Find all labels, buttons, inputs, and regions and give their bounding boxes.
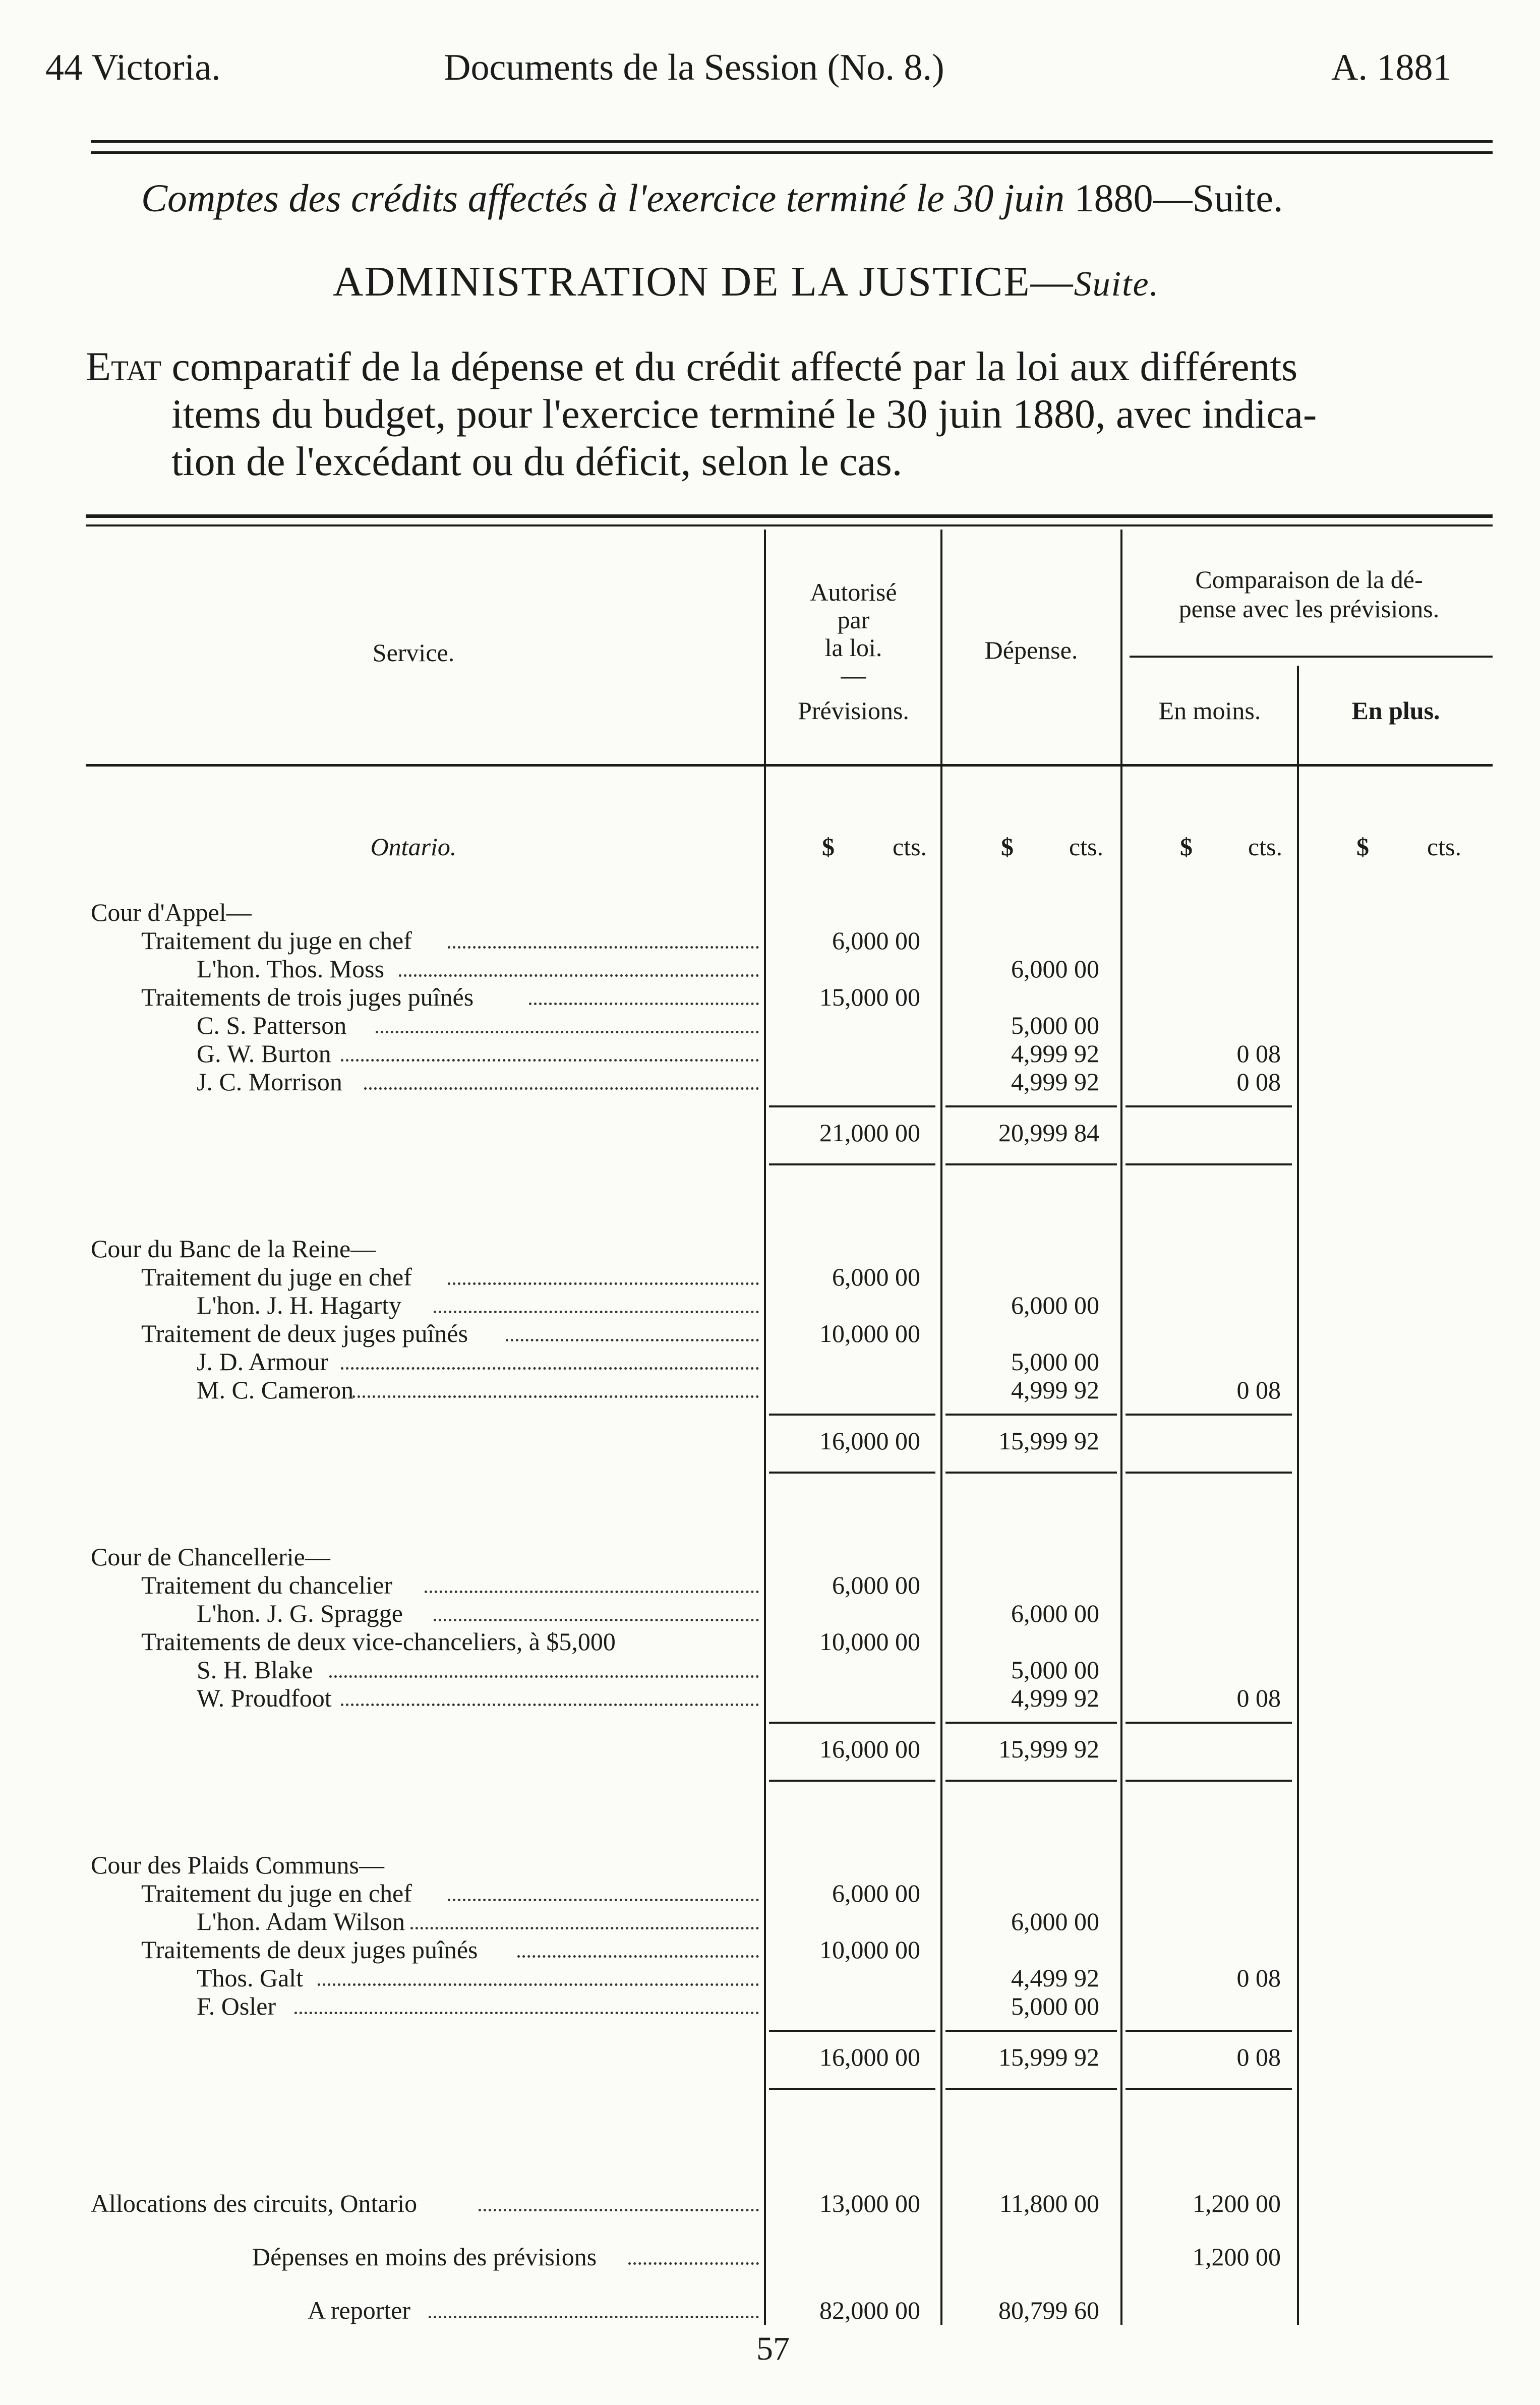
cell-autorise: 13,000 00 (819, 2189, 920, 2217)
header-dash: — (841, 661, 866, 689)
total-auth: 16,000 00 (819, 1427, 920, 1455)
row-label: Traitement du chancelier (141, 1571, 392, 1599)
cell-autorise: 10,000 00 (819, 1935, 920, 1964)
leader-dots (341, 1704, 759, 1706)
total-rule-moins (1126, 2030, 1292, 2032)
row-label: G. W. Burton (197, 1039, 331, 1068)
total-bottom-rule-dep (945, 1163, 1117, 1165)
row-label: Cour de Chancellerie— (91, 1543, 330, 1571)
cell-en-moins: 1,200 00 (1193, 2189, 1281, 2217)
cell-autorise: 82,000 00 (819, 2296, 920, 2324)
leader-dots (294, 2012, 759, 2014)
row-label: M. C. Cameron (197, 1376, 354, 1404)
total-rule-dep (945, 1722, 1117, 1724)
header-en-plus: En plus. (1351, 696, 1440, 725)
cell-en-moins: 0 08 (1236, 1964, 1281, 1992)
header-service: Service. (372, 638, 455, 667)
row-label: A reporter (308, 2296, 411, 2324)
cell-depense: 6,000 00 (1011, 1907, 1099, 1935)
total-bottom-rule-moins (1126, 1472, 1292, 1474)
header-left: 44 Victoria. (45, 47, 221, 88)
unit-cts-dep: cts. (1069, 833, 1104, 861)
header-rule-1 (91, 140, 1493, 143)
leader-dots (448, 1282, 759, 1285)
leader-dots (529, 1003, 759, 1005)
unit-cts-auth: cts. (893, 833, 927, 861)
total-rule-dep (945, 1414, 1117, 1416)
cell-autorise: 6,000 00 (832, 1571, 920, 1599)
cell-en-moins: 0 08 (1236, 1684, 1281, 1712)
leader-dots (425, 1591, 759, 1593)
cell-depense: 6,000 00 (1011, 955, 1099, 983)
row-label: S. H. Blake (197, 1656, 313, 1684)
total-bottom-rule-dep (945, 1472, 1117, 1474)
cell-depense: 5,000 00 (1011, 1011, 1099, 1039)
header-en-moins: En moins. (1158, 696, 1261, 725)
total-bottom-rule-moins (1126, 2088, 1292, 2090)
row-label: L'hon. Thos. Moss (197, 955, 385, 983)
total-rule-moins (1126, 1722, 1292, 1724)
cell-depense: 4,999 92 (1011, 1684, 1099, 1712)
section-title-italic: Suite. (1074, 265, 1160, 304)
table-top-rule-2 (86, 524, 1493, 526)
leader-dots (628, 2262, 759, 2265)
col-divider-1 (764, 530, 766, 2325)
cell-en-moins: 0 08 (1236, 1068, 1281, 1096)
cell-depense: 5,000 00 (1011, 1992, 1099, 2020)
leader-dots (517, 1955, 759, 1958)
cell-autorise: 6,000 00 (832, 1879, 920, 1907)
comparaison-underline (1130, 656, 1493, 658)
header-previsions: Prévisions. (798, 696, 909, 725)
header-comparaison-1: Comparaison de la dé- (1195, 565, 1423, 594)
total-rule-dep (945, 2030, 1117, 2032)
total-dep: 15,999 92 (998, 1427, 1099, 1455)
leader-dots (448, 946, 759, 949)
total-rule-moins (1126, 1414, 1292, 1416)
total-rule-moins (1126, 1105, 1292, 1107)
row-label: Cour d'Appel— (91, 898, 252, 926)
header-autorise-3: la loi. (824, 633, 882, 662)
row-label: Traitement du juge en chef (141, 1879, 412, 1907)
subtitle-italic: Comptes des crédits affectés à l'exercice terminé le 30 juin (141, 176, 1065, 220)
row-label: Traitement du juge en chef (141, 1263, 412, 1291)
row-label: L'hon. J. G. Spragge (197, 1599, 403, 1627)
leader-dots (376, 1031, 759, 1033)
total-dep: 15,999 92 (998, 1735, 1099, 1763)
row-label: Allocations des circuits, Ontario (91, 2189, 418, 2217)
row-label: Traitements de trois juges puînés (141, 983, 474, 1011)
subtitle-rest: 1880—Suite. (1074, 176, 1283, 220)
intro-line-1 (86, 343, 1317, 390)
leader-dots (341, 1059, 759, 1062)
total-rule-auth (769, 2030, 935, 2032)
leader-dots (448, 1899, 759, 1901)
cell-en-moins: 0 08 (1236, 1039, 1281, 1068)
intro-line-2: items du budget, pour l'exercice terminé le 30 juin 1880, avec indica- (171, 391, 1317, 437)
cell-en-moins: 0 08 (1236, 1376, 1281, 1404)
cell-autorise: 6,000 00 (832, 1263, 920, 1291)
province-label: Ontario. (370, 833, 457, 861)
leader-dots (329, 1675, 759, 1678)
unit-cts-moins: cts. (1248, 833, 1283, 861)
total-rule-auth (769, 1414, 935, 1416)
leader-dots (434, 1619, 759, 1621)
leader-dots (429, 2316, 759, 2318)
section-title (333, 257, 1159, 306)
unit-dollar-moins: $ (1180, 833, 1193, 861)
section-title-main: ADMINISTRATION DE LA JUSTICE— (333, 258, 1074, 305)
header-depense: Dépense. (984, 636, 1078, 664)
row-label: Traitements de deux vice-chanceliers, à $5,000 (141, 1627, 616, 1656)
cell-autorise: 6,000 00 (832, 926, 920, 955)
leader-dots (352, 1395, 759, 1398)
cell-depense: 4,999 92 (1011, 1039, 1099, 1068)
total-bottom-rule-moins (1126, 1163, 1292, 1165)
cell-depense: 4,999 92 (1011, 1376, 1099, 1404)
subtitle (141, 175, 1283, 221)
header-right: A. 1881 (1331, 47, 1452, 88)
cell-en-moins: 1,200 00 (1193, 2243, 1281, 2271)
page-number: 57 (756, 2330, 790, 2367)
row-label: L'hon. J. H. Hagarty (197, 1291, 402, 1319)
total-bottom-rule-auth (769, 1780, 935, 1782)
leader-dots (410, 1927, 759, 1929)
row-label: Thos. Galt (197, 1964, 304, 1992)
cell-depense: 11,800 00 (999, 2189, 1099, 2217)
header-comparaison-2: pense avec les prévisions. (1178, 595, 1440, 623)
header-rule-2 (91, 151, 1493, 154)
row-label: W. Proudfoot (197, 1684, 332, 1712)
header-center: Documents de la Session (No. 8.) (444, 47, 944, 88)
total-bottom-rule-auth (769, 2088, 935, 2090)
total-auth: 21,000 00 (819, 1119, 920, 1147)
intro-line-1-text: comparatif de la dépense et du crédit affecté par la loi aux différents (171, 343, 1298, 389)
cell-autorise: 15,000 00 (819, 983, 920, 1011)
row-label: Traitements de deux juges puînés (141, 1935, 478, 1964)
unit-cts-plus: cts. (1427, 833, 1462, 861)
total-dep: 15,999 92 (998, 2043, 1099, 2071)
col-divider-3 (1120, 530, 1122, 2325)
cell-depense: 6,000 00 (1011, 1599, 1099, 1627)
header-autorise-2: par (837, 606, 870, 634)
row-label: Cour des Plaids Communs— (91, 1851, 384, 1879)
header-autorise-1: Autorisé (810, 578, 897, 606)
leader-dots (364, 1087, 759, 1090)
total-bottom-rule-dep (945, 2088, 1117, 2090)
total-auth: 16,000 00 (819, 1735, 920, 1763)
intro-line-3: tion de l'excédant ou du déficit, selon le cas. (171, 438, 903, 484)
cell-depense: 6,000 00 (1011, 1291, 1099, 1319)
row-label: Dépenses en moins des prévisions (252, 2243, 597, 2271)
total-rule-auth (769, 1105, 935, 1107)
row-label: Cour du Banc de la Reine— (91, 1235, 376, 1263)
total-rule-auth (769, 1722, 935, 1724)
table-top-rule-1 (86, 514, 1493, 518)
row-label: C. S. Patterson (197, 1011, 347, 1039)
leader-dots (506, 1339, 759, 1341)
row-label: L'hon. Adam Wilson (197, 1907, 405, 1935)
leader-dots (434, 1311, 759, 1313)
cell-depense: 4,999 92 (1011, 1068, 1099, 1096)
intro-paragraph (86, 343, 1317, 485)
leader-dots (318, 1983, 759, 1986)
total-auth: 16,000 00 (819, 2043, 920, 2071)
cell-depense: 4,499 92 (1011, 1964, 1099, 1992)
unit-dollar-auth: $ (822, 833, 835, 861)
total-bottom-rule-moins (1126, 1780, 1292, 1782)
cell-depense: 5,000 00 (1011, 1347, 1099, 1376)
cell-autorise: 10,000 00 (819, 1627, 920, 1656)
row-label: F. Osler (197, 1992, 276, 2020)
row-label: Traitement du juge en chef (141, 926, 412, 955)
leader-dots (479, 2209, 759, 2211)
total-bottom-rule-dep (945, 1780, 1117, 1782)
cell-depense: 80,799 60 (998, 2296, 1099, 2324)
unit-dollar-plus: $ (1356, 833, 1369, 861)
header-bottom-rule (86, 764, 1493, 767)
col-divider-2 (940, 530, 942, 2325)
cell-autorise: 10,000 00 (819, 1319, 920, 1347)
total-bottom-rule-auth (769, 1163, 935, 1165)
row-label: J. C. Morrison (197, 1068, 342, 1096)
row-label: Traitement de deux juges puînés (141, 1319, 468, 1347)
intro-lead: Etat (86, 343, 162, 389)
leader-dots (399, 974, 759, 977)
total-bottom-rule-auth (769, 1472, 935, 1474)
total-moins: 0 08 (1236, 2043, 1281, 2071)
total-dep: 20,999 84 (998, 1119, 1099, 1147)
col-divider-4 (1297, 666, 1299, 2325)
cell-depense: 5,000 00 (1011, 1656, 1099, 1684)
leader-dots (341, 1367, 759, 1370)
unit-dollar-dep: $ (1001, 833, 1014, 861)
row-label: J. D. Armour (197, 1347, 329, 1376)
total-rule-dep (945, 1105, 1117, 1107)
